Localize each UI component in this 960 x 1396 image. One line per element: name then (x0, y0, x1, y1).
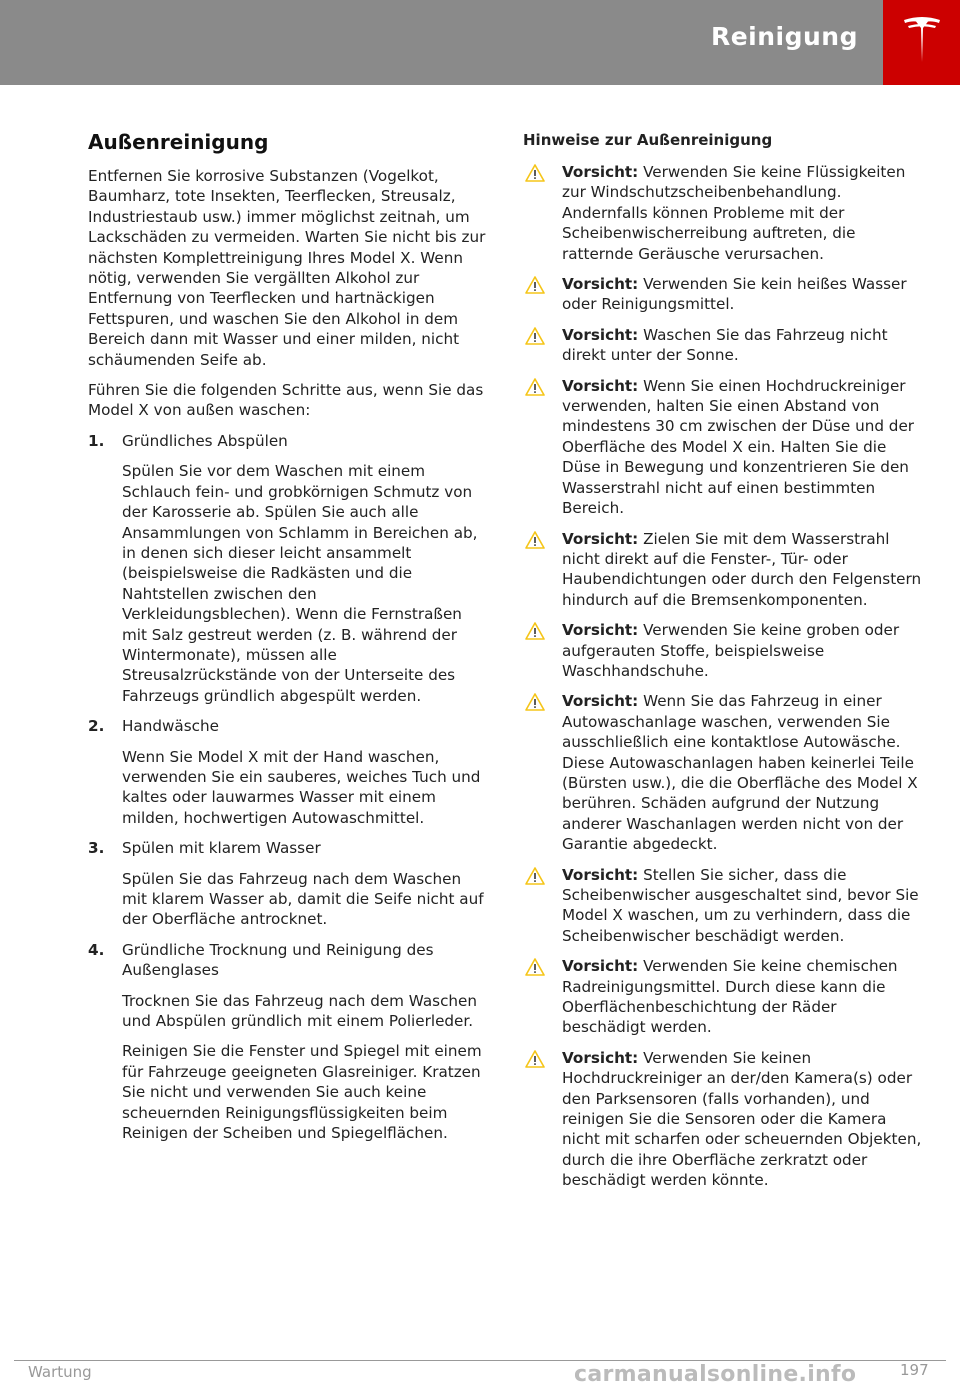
step-3 (88, 838, 488, 930)
page-title: Reinigung (710, 22, 858, 51)
warning-triangle-icon (525, 164, 545, 182)
intro-paragraph: Entfernen Sie korrosive Substanzen (Vogelkot, Baumharz, tote Insekten, Teerflecken, Streusalz, Industriestaub usw.) immer möglichst zeitnah, um Lackschäden zu vermeiden. Warten Sie nicht bis zur nächsten Komplettreinigung Ihres Model X. Wenn nötig, verwenden Sie vergällten Alkohol zur Entfernung von Teerflecken und hartnäckigen Fettspuren, und waschen Sie den Alkohol in dem Bereich dann mit Wasser und einer milden, nicht schäumenden Seife ab. (88, 167, 486, 369)
step-4 (88, 940, 488, 1144)
warning-triangle-icon (525, 867, 545, 885)
step-title: Spülen mit klarem Wasser (122, 839, 321, 858)
step-number: 1. (88, 431, 105, 450)
warning-text: Stellen Sie sicher, dass die Scheibenwischer ausgeschaltet sind, bevor Sie Model X waschen, um zu verhindern, dass die Scheibenwischer beschädigt werden. (562, 865, 919, 945)
warning-label: Vorsicht: (562, 957, 639, 976)
warning-label: Vorsicht: (562, 325, 639, 344)
step-body: Wenn Sie Model X mit der Hand waschen, verwenden Sie ein sauberes, weiches Tuch und kaltes oder lauwarmes Wasser mit einem milden, hochwertigen Autowaschmittel. (122, 747, 481, 827)
step-body: Spülen Sie vor dem Waschen mit einem Schlauch fein- und grobkörnigen Schmutz von der Karosserie ab. Spülen Sie auch alle Ansammlungen von Schlamm in Bereichen ab, in denen sich dieser leicht ansammelt (beispielsweise die Radkästen und die Nahtstellen zwischen den Verkleidungsblechen). Wenn die Fernstraßen mit Salz gestreut werden (z. B. während der Wintermonate), müssen alle Streusalzrückstände von der Unterseite des Fahrzeugs gründlich abgespült werden. (122, 462, 478, 705)
footer-section: Wartung (28, 1363, 92, 1381)
warning-item (523, 162, 923, 264)
warning-text: Wenn Sie einen Hochdruckreiniger verwenden, halten Sie einen Abstand von mindestens 30 cm zwischen der Düse und der Oberfläche des Model X ein. Halten Sie die Düse in Bewegung und konzentrieren Sie den Wasserstrahl nicht auf einen bestimmten Bereich. (562, 376, 915, 518)
warning-text: Verwenden Sie keine chemischen Radreinigungsmittel. Durch diese kann die Oberflächenbeschichtung der Räder beschädigt werden. (562, 957, 898, 1037)
warning-item (523, 691, 923, 854)
right-column (523, 130, 923, 1201)
warning-triangle-icon (525, 276, 545, 294)
notes-title: Hinweise zur Außenreinigung (523, 131, 773, 149)
warning-label: Vorsicht: (562, 621, 639, 640)
step-number: 4. (88, 940, 105, 959)
warning-item (523, 376, 923, 519)
warning-item (523, 529, 923, 611)
warning-triangle-icon (525, 693, 545, 711)
warning-list (523, 162, 923, 1191)
warning-triangle-icon (525, 531, 545, 549)
brand-logo (883, 0, 960, 85)
step-title: Gründliches Abspülen (122, 431, 288, 450)
page-header (0, 0, 960, 85)
left-column (88, 130, 488, 1153)
step-number: 2. (88, 717, 105, 736)
warning-item (523, 865, 923, 947)
warning-triangle-icon (525, 1050, 545, 1068)
warning-text: Verwenden Sie keine groben oder aufgerauten Stoffe, beispielsweise Waschhandschuhe. (562, 621, 900, 680)
warning-item (523, 620, 923, 681)
warning-text: Waschen Sie das Fahrzeug nicht direkt unter der Sonne. (562, 325, 888, 365)
warning-item (523, 325, 923, 366)
step-2 (88, 716, 488, 828)
warning-text: Zielen Sie mit dem Wasserstrahl nicht direkt auf die Fenster-, Tür- oder Haubendichtungen oder durch den Felgenstern hindurch auf die Bremsenkomponenten. (562, 529, 922, 609)
warning-label: Vorsicht: (562, 529, 639, 548)
warning-item (523, 274, 923, 315)
step-body-extra: Reinigen Sie die Fenster und Spiegel mit einem für Fahrzeuge geeigneten Glasreiniger. Kratzen Sie nicht und verwenden Sie auch keine scheuernden Reinigungsflüssigkeiten beim Reinigen der Scheiben und Spiegelflächen. (122, 1042, 482, 1143)
warning-text: Verwenden Sie keine Flüssigkeiten zur Windschutzscheibenbehandlung. Andernfalls können Probleme mit der Scheibenwischerreibung auftreten, die ratternde Geräusche verursachen. (562, 163, 906, 263)
warning-triangle-icon (525, 622, 545, 640)
warning-label: Vorsicht: (562, 1048, 639, 1067)
warning-triangle-icon (525, 378, 545, 396)
warning-label: Vorsicht: (562, 163, 639, 181)
step-title: Handwäsche (122, 717, 219, 736)
warning-text: Verwenden Sie kein heißes Wasser oder Reinigungsmittel. (562, 275, 907, 314)
watermark: carmanualsonline.info (574, 1362, 857, 1387)
warning-label: Vorsicht: (562, 865, 639, 884)
warning-text: Wenn Sie das Fahrzeug in einer Autowaschanlage waschen, verwenden Sie ausschließlich eine kontaktlose Autowäsche. Diese Autowaschanlagen haben keinerlei Teile (Bürsten usw.), die die Oberfläche des Model X berühren. Schäden aufgrund der Nutzung anderer Waschanlagen werden nicht von der Garantie abgedeckt. (562, 692, 918, 854)
warning-label: Vorsicht: (562, 275, 639, 294)
section-title: Außenreinigung (88, 130, 269, 154)
step-1 (88, 431, 488, 706)
warning-triangle-icon (525, 958, 545, 976)
footer-divider (14, 1360, 946, 1361)
step-title: Gründliche Trocknung und Reinigung des Außenglases (122, 940, 434, 980)
page-number: 197 (900, 1361, 929, 1379)
warning-item (523, 956, 923, 1038)
warning-item (523, 1048, 923, 1191)
warning-text: Verwenden Sie keinen Hochdruckreiniger an der/den Kamera(s) oder den Parksensoren (falls vorhanden), und reinigen Sie die Sensoren oder die Kamera nicht mit scharfen oder scheuernden Objekten, durch die ihre Oberfläche zerkratzt oder beschädigt werden könnte. (562, 1048, 922, 1190)
step-body: Trocknen Sie das Fahrzeug nach dem Waschen und Abspülen gründlich mit einem Polierleder. (122, 991, 478, 1031)
warning-label: Vorsicht: (562, 376, 639, 395)
step-number: 3. (88, 839, 105, 858)
tesla-logo-icon (902, 16, 942, 66)
warning-triangle-icon (525, 327, 545, 345)
warning-label: Vorsicht: (562, 692, 639, 711)
step-body: Spülen Sie das Fahrzeug nach dem Waschen mit klarem Wasser ab, damit die Seife nicht auf der Oberfläche antrocknet. (122, 869, 484, 929)
lead-paragraph: Führen Sie die folgenden Schritte aus, wenn Sie das Model X von außen waschen: (88, 381, 484, 420)
